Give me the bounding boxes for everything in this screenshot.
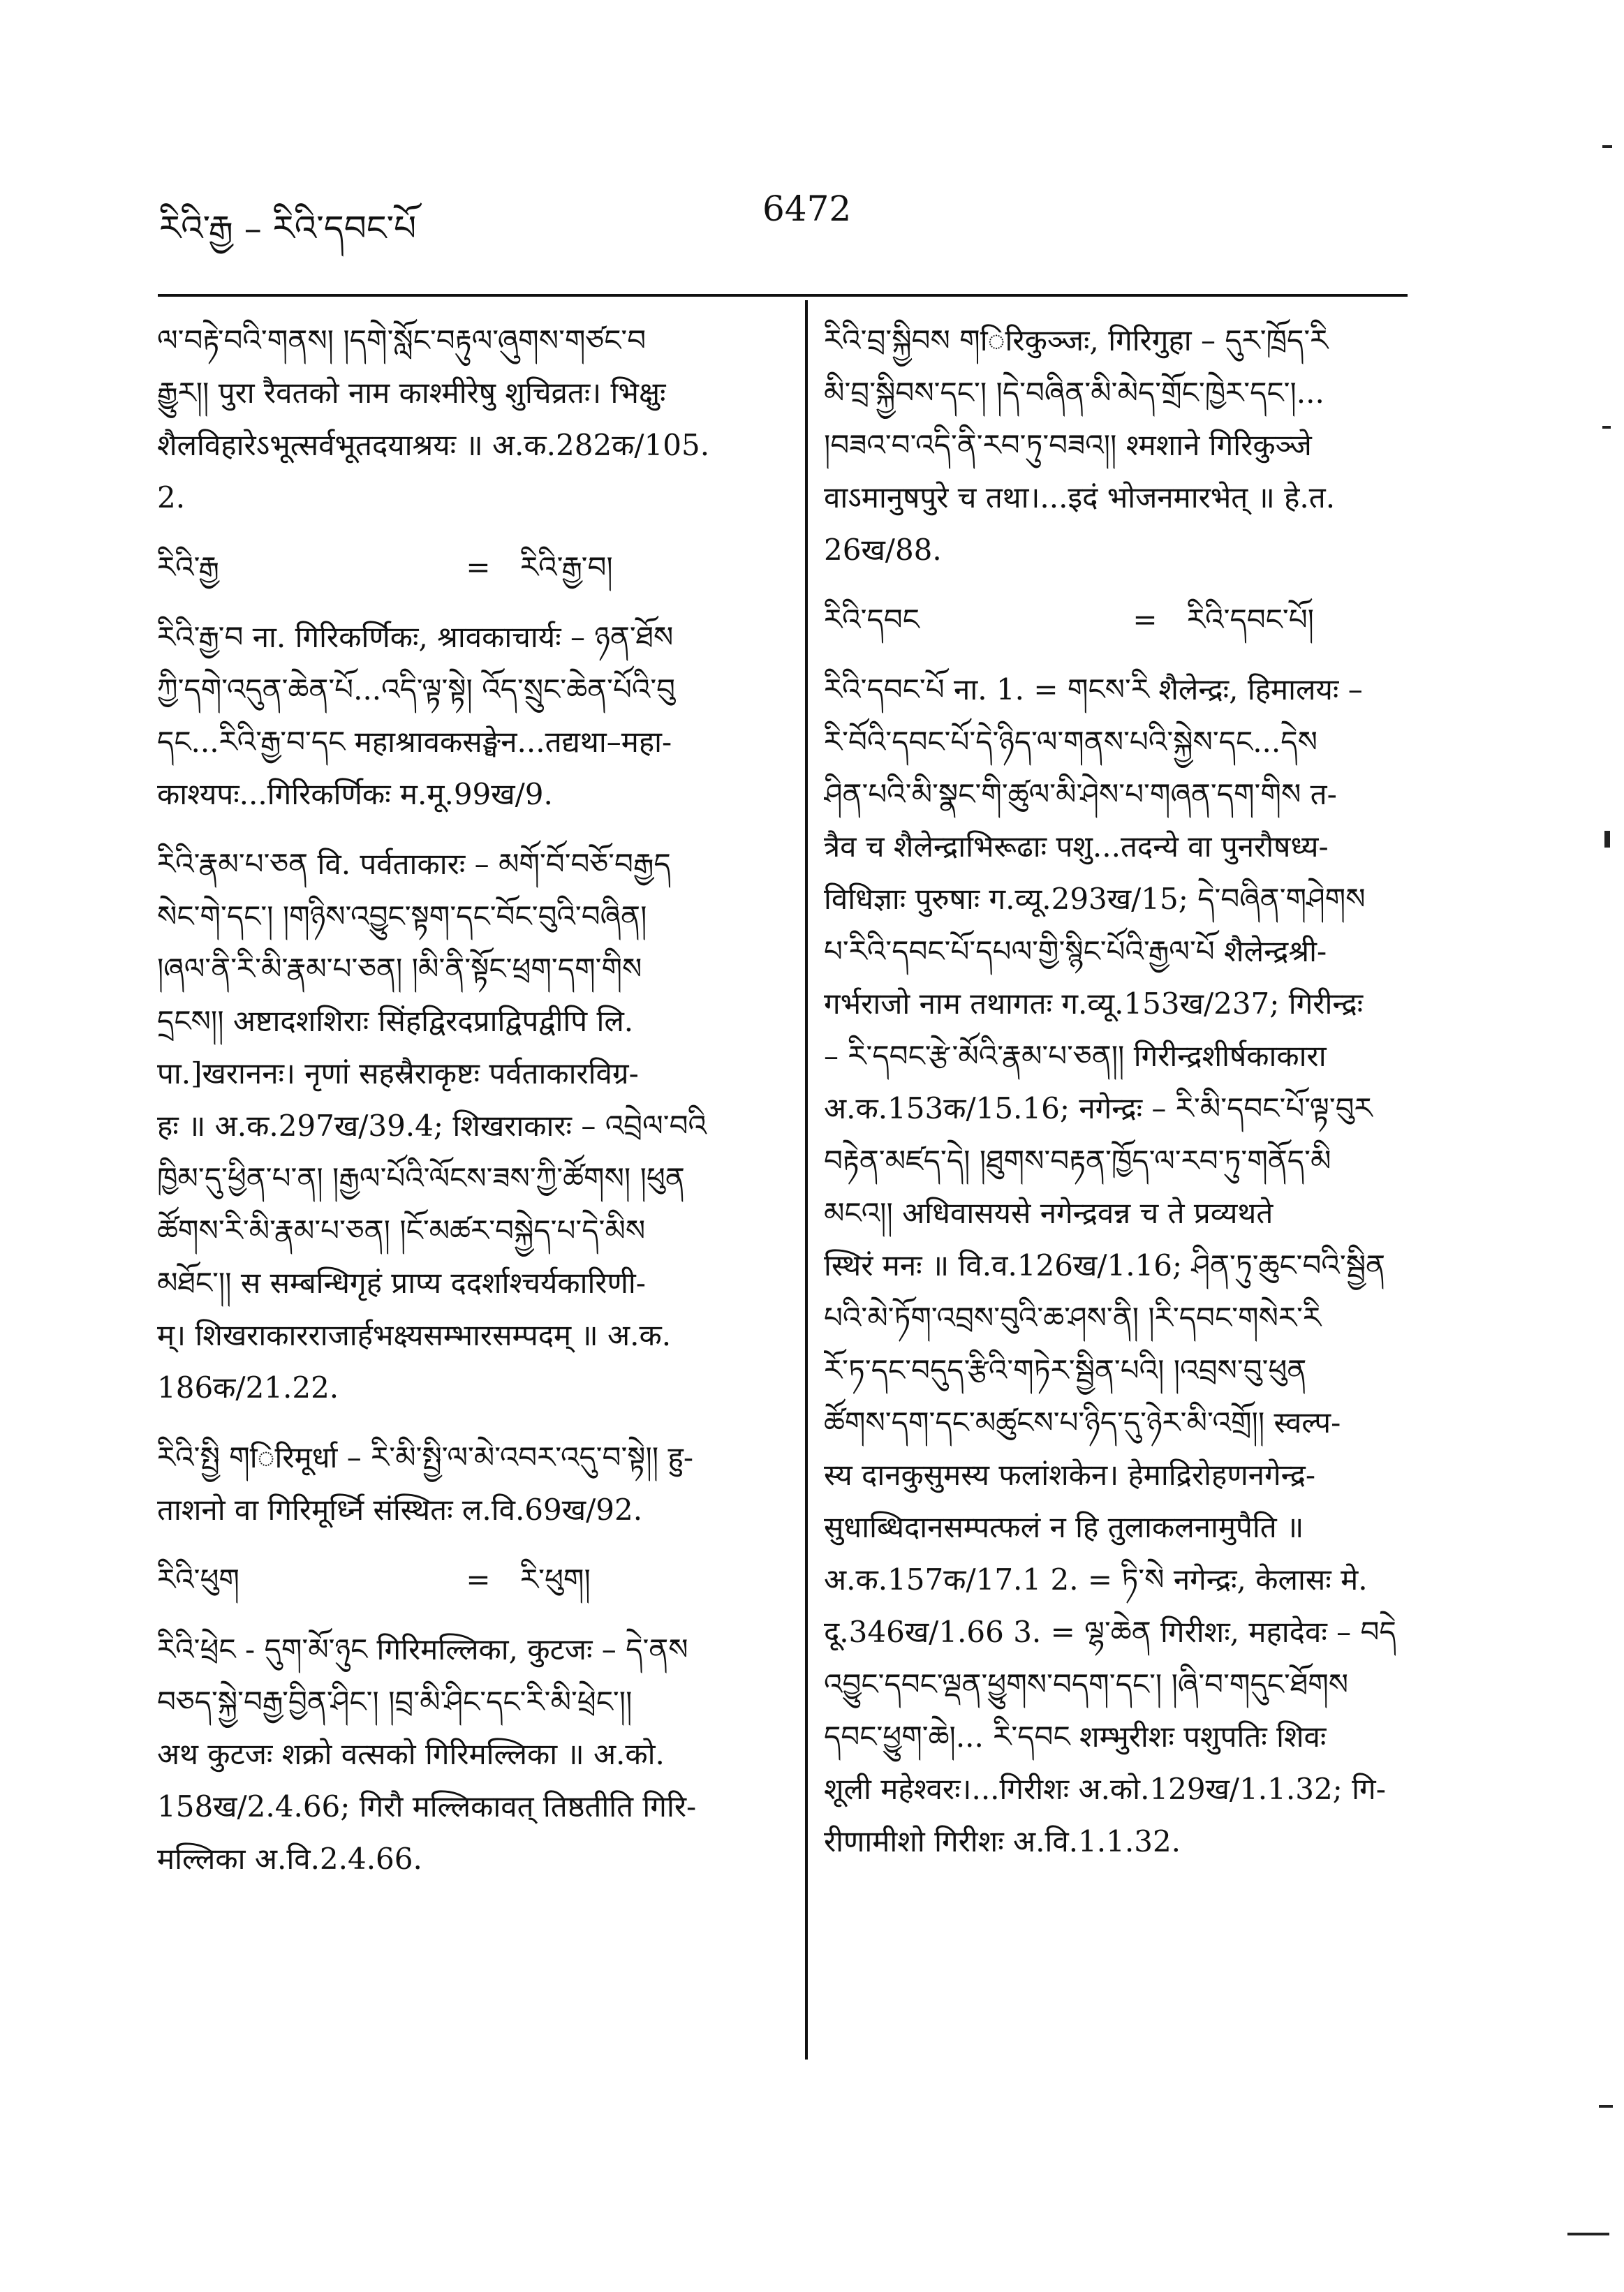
left-column <box>157 314 785 1885</box>
text-line: བརྟེན་མཛད་དེ། །ཐུགས་བརྟན་ཁྱོད་ལ་རབ་ཏུ་གནོད་མི <box>824 1144 1331 1178</box>
text-line: རི་བོའི་དབང་པོ་དེ་ཉིད་ལ་གནས་པའི་སྐྱེས་དང...དེས <box>824 725 1317 759</box>
cross-reference-entry <box>824 593 1438 646</box>
text-line: 2. <box>157 480 186 515</box>
text-line: །ཞལ་ནི་རི་མི་རྣམ་པ་ཅན། །མི་ནི་སྟོང་ཕྲག་དག་གིས <box>157 952 642 986</box>
text-line: 158ख/2.4.66; गिरौ मल्लिकावत् तिष्ठतीति गिरि- <box>157 1789 697 1824</box>
text-line: རྒྱུར།། पुरा रैवतको नाम काश्मीरेषु शुचिव्रतः। भिक्षुः <box>157 376 666 410</box>
text-line: དང...རིའི་རྒྱ་བ་དང महाश्रावकसङ्घेन...तद्यथा–महा- <box>157 725 672 759</box>
xref-head: རིའི་དབང <box>824 602 920 637</box>
text-line: 26ख/88. <box>824 533 942 567</box>
xref-target: རིའི་རྒྱ་བ། <box>520 550 613 584</box>
header-rule <box>158 294 1408 297</box>
text-line: རིའི་རྒྱ་བ ना. गिरिकर्णिकः, श्रावकाचार्यः – ཉན་ཐོས <box>157 620 674 654</box>
text-line: ལ་བརྟེ་བའི་གནས། །དགེ་སློང་བརྟུལ་ཞུགས་གཙང་བ <box>157 323 647 357</box>
text-line: गर्भराजो नाम तथागतः ग.व्यू.153ख/237; गिरीन्द्रः <box>824 986 1364 1021</box>
dictionary-entry <box>157 1431 785 1536</box>
text-line: मल्लिका अ.वि.2.4.66. <box>157 1842 422 1876</box>
text-line: ताशनो वा गिरिमूर्ध्नि संस्थितः ल.वि.69ख/92. <box>157 1493 643 1527</box>
text-line: །བཟའ་བ་འདི་ནི་རབ་ཏུ་བཟའ།། श्मशाने गिरिकुञ्जे <box>824 428 1312 462</box>
text-line: शैलविहारेऽभूत्सर्वभूतदयाश्रयः ॥ अ.क.282क/105. <box>157 428 710 462</box>
text-line: འབྱུང་དབང་ལྡན་ཕྱུགས་བདག་དང་། །ཞི་བ་གདུང་ཐོགས <box>824 1667 1349 1701</box>
scan-mark <box>1599 2105 1613 2108</box>
dictionary-entry <box>157 838 785 1414</box>
text-line: रीणामीशो गिरीशः अ.वि.1.1.32. <box>824 1824 1181 1858</box>
text-line: རིའི་ཕྲེང - དུག་མོ་ཉུང गिरिमल्लिका, कुटजः – དེ་ནས <box>157 1632 688 1666</box>
text-line: པའི་མེ་ཏོག་འབྲས་བུའི་ཆ་ཤས་ནི། །རི་དབང་གསེར་རི <box>824 1301 1322 1335</box>
text-line: ཤིན་པའི་མི་སྣང་གི་ཚུལ་མི་ཤེས་པ་གཞན་དག་གིས त- <box>824 777 1337 811</box>
xref-head: རིའི་ཕུག <box>157 1562 239 1597</box>
text-line: – རི་དབང་རྩེ་མོའི་རྣམ་པ་ཅན།། गिरीन्द्रशीर्षकाकारा <box>824 1039 1327 1073</box>
text-line: མངའ།། अधिवासयसे नगेन्द्रवन्न च ते प्रव्यथते <box>824 1196 1274 1230</box>
text-line: རིའི་སྤྱི གिरिमूर्धा – རི་མི་སྤྱི་ལ་མེ་འབར་འདུ་བ་སྟེ།། हु- <box>157 1440 694 1474</box>
dictionary-entry <box>157 611 785 820</box>
page-header-left: རིའི་རྒྱ – རིའི་དབང་པོ <box>159 208 417 249</box>
text-line: རིའི་བྲ་སྐྱིབས གिरिकुञ्जः, गिरिगुहा – དུར་ཁྲོད་རི <box>824 323 1329 357</box>
text-line: 186क/21.22. <box>157 1370 339 1405</box>
xref-head: རིའི་རྒྱ <box>157 550 219 584</box>
text-line: ཚོགས་དག་དང་མཚུངས་པ་ཉིད་དུ་ཉེར་མི་འགྲོ།། स्वल्प- <box>824 1405 1341 1440</box>
text-line: सुधाब्धिदानसम्पत्फलं न हि तुलाकलनामुपैति ॥ <box>824 1510 1304 1544</box>
text-line: अ.क.153क/15.16; नगेन्द्रः – རི་མི་དབང་པོ་ལྟ་བུར <box>824 1091 1373 1125</box>
text-line: दू.346ख/1.66 3. = ལྷ་ཆེན गिरीशः, महादेवः – བདེ <box>824 1615 1396 1649</box>
scan-mark <box>1602 426 1611 429</box>
xref-eq: = <box>1132 602 1158 637</box>
text-line: वाऽमानुषपुरे च तथा।...इदं भोजनमारभेत् ॥ हे.त. <box>824 480 1336 515</box>
right-column <box>824 314 1438 1868</box>
text-line: स्थिरं मनः ॥ वि.व.126ख/1.16; ཤིན་ཏུ་ཆུང་བའི་སྦྱིན <box>824 1248 1386 1282</box>
dictionary-entry <box>157 314 785 524</box>
text-line: ཀྱི་དགེ་འདུན་ཆེན་པོ...འདི་ལྟ་སྟེ། འོད་སྲུང་ཆེན་པོའི་བུ <box>157 672 676 707</box>
text-line: ཁྱིམ་དུ་ཕྱིན་པ་ན། །རྒྱལ་པོའི་ལོངས་ཟས་ཀྱི་ཚོགས། །ཕུན <box>157 1161 685 1195</box>
scan-mark <box>1604 831 1610 848</box>
text-line: དབང་ཕྱུག་ཆེ།... རི་དབང शम्भुरीशः पशुपतिः शिवः <box>824 1720 1327 1754</box>
text-line: पा.]खराननः। नृणां सहस्रैराकृष्टः पर्वताकारविग्र- <box>157 1056 639 1090</box>
text-line: མི་བྲ་སྐྱིབས་དང་། །དེ་བཞིན་མི་མེད་གྲོང་ཁྱེར་དང་།... <box>824 376 1324 410</box>
xref-eq: = <box>466 550 491 584</box>
text-line: शूली महेश्वरः।...गिरीशः अ.को.129ख/1.1.32; गि- <box>824 1772 1386 1806</box>
text-line: म्। शिखराकारराजार्हभक्ष्यसम्भारसम्पदम् ॥ अ.क. <box>157 1318 672 1352</box>
dictionary-entry <box>824 663 1438 1868</box>
dictionary-entry <box>824 314 1438 576</box>
text-line: विधिज्ञाः पुरुषाः ग.व्यू.293ख/15; དེ་བཞིན་གཤེགས <box>824 882 1366 916</box>
text-line: བཅད་སྐྱེ་བརྒྱ་བྱིན་ཤིང་། །བྲ་མི་ཤིང་དང་རི་མི་ཕྲེང་།། <box>157 1685 633 1719</box>
text-line: अथ कुटजः शक्रो वत्सको गिरिमल्लिका ॥ अ.को. <box>157 1737 665 1771</box>
text-line: མཐོང་།། स सम्बन्धिगृहं प्राप्य ददर्शाश्चर्यकारिणी- <box>157 1266 646 1300</box>
text-line: དྲངས།། अष्टादशशिराः सिंहद्विरदप्राद्विपद्वीपि लि. <box>157 1004 634 1038</box>
text-line: རིའི་དབང་པོ ना. 1. = གངས་རི शैलेन्द्रः, हिमालयः – <box>824 672 1363 707</box>
xref-eq: = <box>466 1562 491 1597</box>
page-number: 6472 <box>762 188 852 229</box>
column-divider <box>805 300 808 2060</box>
text-line: हः ॥ अ.क.297ख/39.4; शिखराकारः – འབྲེལ་བའི <box>157 1109 707 1143</box>
text-line: ཚོགས་རི་མི་རྣམ་པ་ཅན། །ངོ་མཚར་བསྐྱེད་པ་དེ་མིས <box>157 1213 646 1248</box>
scan-mark <box>1567 2233 1609 2235</box>
text-line: རོ་ཏ་དང་བདུད་རྩིའི་གཏེར་སྦྱིན་པའི། །འབྲས་བུ་ཕུན <box>824 1353 1307 1387</box>
text-line: སེང་གེ་དང་། །གཉིས་འབྱུང་སྟག་དང་བོང་བུའི་བཞིན། <box>157 899 647 933</box>
text-line: རིའི་རྣམ་པ་ཅན वि. पर्वताकारः – མགོ་བོ་བཅོ་བརྒྱད <box>157 847 671 881</box>
scan-mark <box>1602 145 1612 148</box>
xref-target: རི་ཕུག། <box>520 1562 591 1597</box>
text-line: अ.क.157क/17.1 2. = ཏི་སེ नगेन्द्रः, केलासः मे. <box>824 1562 1368 1597</box>
cross-reference-entry <box>157 1553 785 1606</box>
text-line: པ་རིའི་དབང་པོ་དཔལ་གྱི་སྙིང་པོའི་རྒྱལ་པོ शैलेन्द्रश्री- <box>824 934 1327 968</box>
text-line: स्य दानकुसुमस्य फलांशकेन। हेमाद्रिरोहणनगेन्द्र- <box>824 1458 1316 1492</box>
xref-target: རིའི་དབང་པོ། <box>1187 602 1314 637</box>
cross-reference-entry <box>157 541 785 593</box>
text-line: काश्यपः...गिरिकर्णिकः म.मू.99ख/9. <box>157 777 553 811</box>
text-line: त्रैव च शैलेन्द्राभिरूढाः पशु...तदन्ये वा पुनरौषध्य- <box>824 829 1329 864</box>
dictionary-entry <box>157 1623 785 1885</box>
